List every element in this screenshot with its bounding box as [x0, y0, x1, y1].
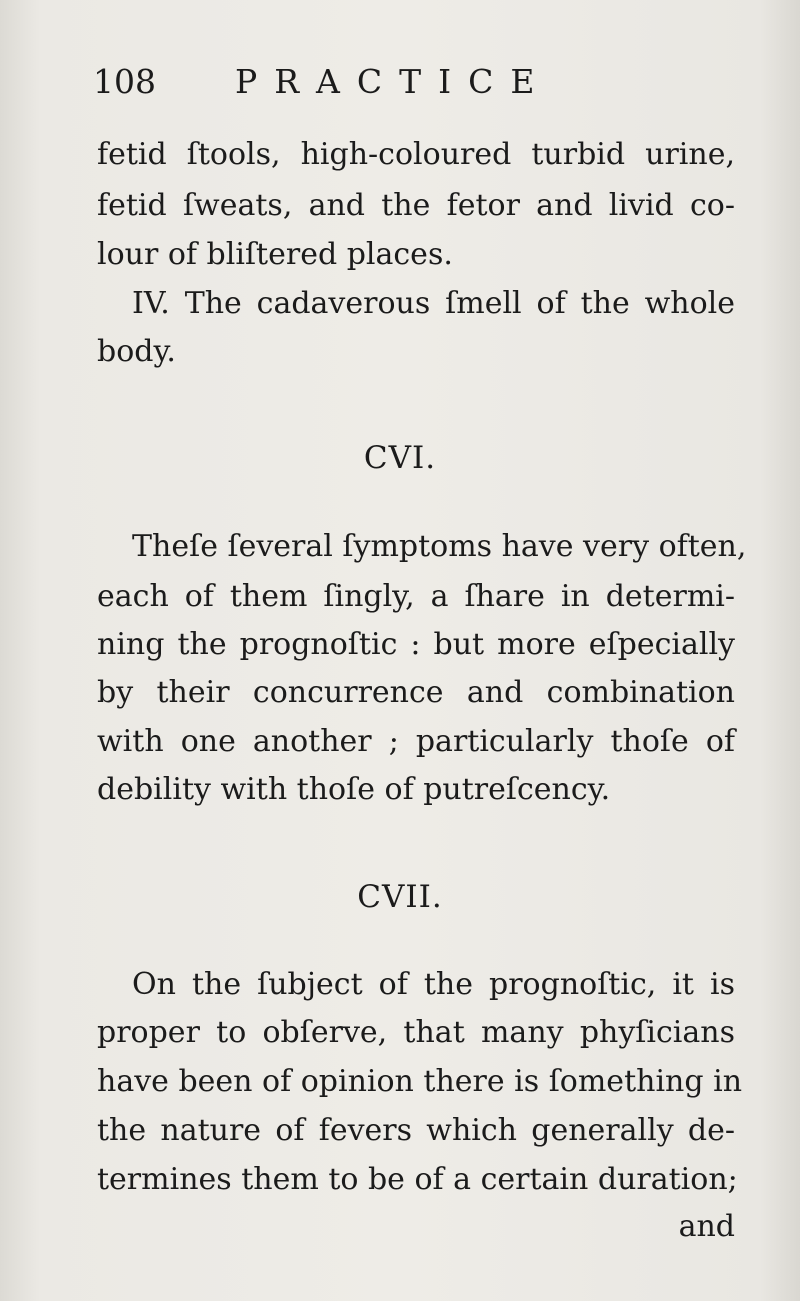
page-header: [93, 62, 733, 106]
text-line: ning the prognoſtic : but more eſpecially: [97, 627, 735, 662]
text-line: On the ſubject of the prognoſtic, it is: [132, 967, 735, 1002]
page-number: 108: [93, 62, 156, 101]
running-head: PRACTICE: [235, 62, 552, 101]
text-line: each of them ſingly, a ſhare in determi-: [97, 579, 735, 614]
section-heading-cvii: CVII.: [357, 879, 443, 915]
text-line: have been of opinion there is ſomething in: [97, 1064, 743, 1099]
text-line: the nature of fevers which generally de-: [97, 1113, 735, 1148]
text-line: proper to obſerve, that many phyſicians: [97, 1015, 735, 1050]
text-line: by their concurrence and combination: [97, 675, 735, 710]
text-line: debility with thoſe of putreſcency.: [97, 772, 611, 807]
text-line: body.: [97, 334, 176, 369]
text-line: fetid ſweats, and the fetor and livid co-: [97, 188, 735, 223]
text-line: lour of bliſtered places.: [97, 237, 453, 272]
text-line: termines them to be of a certain duration;: [97, 1162, 738, 1197]
text-line: fetid ſtools, high-coloured turbid urine,: [97, 137, 735, 172]
text-line: with one another ; particularly thoſe of: [97, 724, 735, 759]
text-line: IV. The cadaverous ſmell of the whole: [132, 286, 735, 321]
catchword: and: [678, 1209, 735, 1244]
section-heading-cvi: CVI.: [363, 440, 437, 476]
text-line: Theſe ſeveral ſymptoms have very often,: [132, 529, 747, 564]
